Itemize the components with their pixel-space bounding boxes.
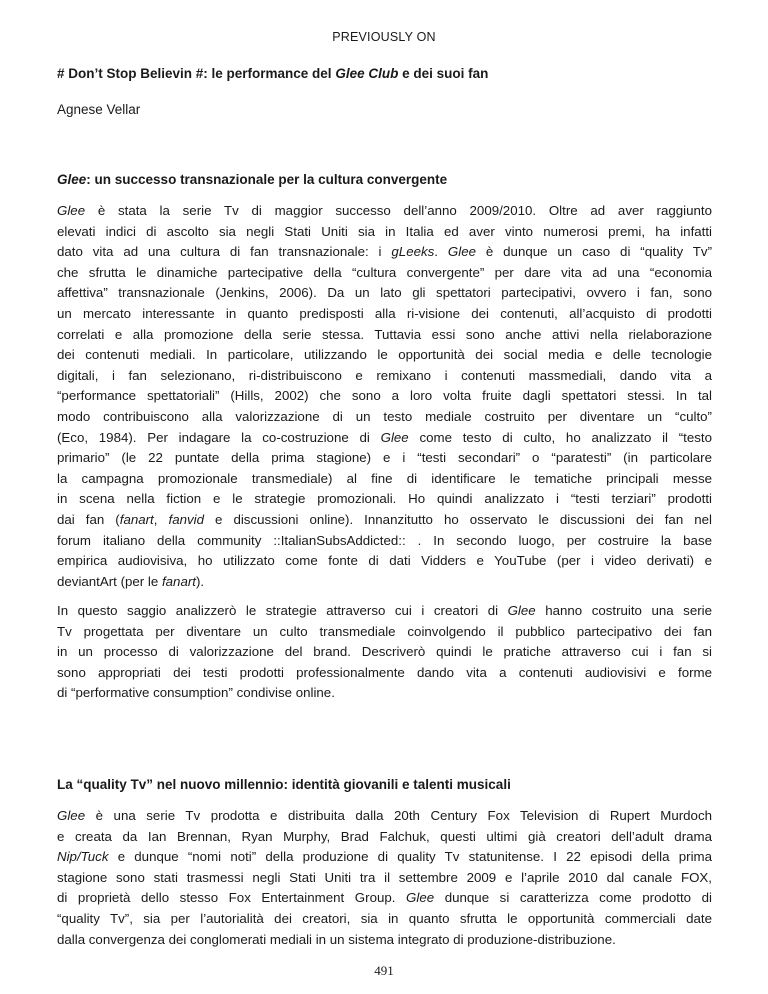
text-line [57, 201, 712, 222]
text-run: affettiva” transnazionale (Jenkins, 2006). Da un lato gli spettatori partecipativi, ovvero i fan, sono [57, 285, 712, 301]
text-line [57, 572, 712, 593]
text-run: è una serie Tv prodotta e distribuita dalla 20th Century Fox Television di Rupert Murdoch [85, 808, 712, 823]
italic-text: Glee [380, 429, 409, 445]
text-run: un mercato interessante in quanto predisposti alla ri-visione dei contenuti, all’acquisto di prodotti [57, 305, 712, 321]
text-run: sono appropriati dei testi prodotti professionalmente dando vita a contenuti audiovisivi e forme [57, 664, 712, 680]
text-line [57, 930, 712, 951]
text-run: di “performative consumption” condivise online. [57, 685, 335, 701]
italic-text: Glee [57, 203, 86, 218]
text-run: “performance spettatoriali” (Hills, 2002) che sono a loro volta fruite dagli spettatori stessi. In tal [57, 388, 712, 404]
italic-text: fanvid [168, 511, 204, 527]
text-line [57, 663, 712, 684]
text-run: forum italiano della community ::ItalianSubsAddicted:: . In secondo luogo, per costruire la base [57, 532, 712, 548]
text-run: e dunque “nomi noti” della produzione di quality Tv statunitense. I 22 episodi della prima [108, 849, 712, 865]
text-run: di proprietà dello stesso Fox Entertainment Group. [57, 890, 407, 906]
text-line [57, 366, 712, 387]
text-run: in un processo di valorizzazione del brand. Descriverò quindi le pratiche attraverso cui i fan si [57, 644, 712, 660]
text-run: stagione sono stati trasmessi negli Stati Uniti tra il settembre 2009 e l’aprile 2010 dal canale FOX, [57, 869, 712, 885]
text-run: e creata da Ian Brennan, Ryan Murphy, Brad Falchuk, questi ultimi già creatori dell’adult drama [57, 828, 712, 844]
text-run: , [153, 511, 169, 527]
running-header: PREVIOUSLY ON [332, 30, 436, 44]
author-name: Agnese Vellar [57, 102, 141, 117]
text-line [57, 622, 712, 643]
page-number: 491 [374, 963, 394, 978]
text-run: la campagna promozionale transmediale) al fine di identificare le tematiche principali messe [57, 470, 712, 486]
italic-text: fanart [119, 511, 154, 527]
paragraph [57, 201, 712, 592]
text-line [57, 386, 712, 407]
italic-text: Nip/Tuck [57, 849, 109, 865]
text-line [57, 888, 712, 909]
text-run: correlati e alla promozione della serie stessa. Tuttavia essi sono anche attivi nella rielaborazione [57, 326, 712, 342]
text-line [57, 428, 712, 449]
text-line [57, 263, 712, 284]
text-line [57, 683, 712, 704]
italic-text: Glee [507, 603, 536, 618]
text-line [57, 448, 712, 469]
text-run: elevati indici di ascolto sia negli Stati Uniti sia in Italia ed aver vinto numerosi premi, ha infatti [57, 223, 712, 239]
text-line [57, 222, 712, 243]
text-run: deviantArt (per le [57, 573, 162, 589]
text-run: hanno costruito una serie [535, 603, 712, 618]
italic-text: Glee [57, 808, 86, 823]
text-line [57, 345, 712, 366]
italic-text: gLeeks [391, 244, 435, 260]
text-line [57, 551, 712, 572]
text-run: primario” (le 22 puntate della prima stagione) e i “testi secondari” o “paratesti” (in particolare [57, 450, 712, 466]
text-run: dunque si caratterizza come prodotto di [434, 890, 712, 906]
text-line [57, 868, 712, 889]
italic-text: Glee [406, 890, 435, 906]
text-line [57, 806, 712, 827]
italic-text: fanart [161, 573, 196, 589]
text-run: empirica audiovisiva, ho utilizzato come fonte di dati Vidders e YouTube (per i video derivati) e [57, 553, 712, 569]
text-line [57, 642, 712, 663]
text-run: digitali, i fan selezionano, ri-distribuiscono e remixano i contenuti massmediali, dando vita a [57, 367, 712, 383]
text-run: dai fan ( [57, 511, 120, 527]
section-heading-2: La “quality Tv” nel nuovo millennio: identità giovanili e talenti musicali [57, 777, 511, 792]
text-run: come testo di culto, ho analizzato il “testo [408, 429, 713, 445]
text-line [57, 601, 712, 622]
text-run: dato vita ad una cultura di fan transnazionale: i [57, 244, 392, 260]
text-line [57, 469, 712, 490]
text-line [57, 531, 712, 552]
text-line [57, 304, 712, 325]
section-heading-1 [57, 172, 717, 187]
text-run: (Eco, 1984). Per indagare la co-costruzione di [57, 429, 381, 445]
paragraph [57, 806, 712, 950]
title-italic: Glee Club [335, 66, 399, 81]
text-run: “quality Tv”, sia per l’autorialità dei creatori, sia in quanto sfrutta le opportunità commerciali date [57, 910, 712, 926]
text-run: che sfrutta le dinamiche partecipative della “cultura convergente” per dare vita ad una “economia [57, 264, 712, 280]
text-run: è stata la serie Tv di maggior successo dell’anno 2009/2010. Oltre ad aver raggiunto [85, 203, 712, 218]
title-prefix: # Don’t Stop Believin #: le performance del [57, 66, 336, 81]
paragraph [57, 601, 712, 704]
text-line [57, 909, 712, 930]
text-run: e discussioni online). Innanzitutto ho osservato le discussioni dei fan nel [203, 511, 713, 527]
text-run: dei contenuti mediali. In particolare, utilizzando le opportunità dei social media e delle tecnologie [57, 347, 712, 363]
article-title [57, 66, 717, 81]
section-heading-1-rest: : un successo transnazionale per la cultura convergente [86, 172, 448, 187]
text-line [57, 283, 712, 304]
text-line [57, 242, 712, 263]
text-run: In questo saggio analizzerò le strategie attraverso cui i creatori di [57, 603, 508, 618]
text-run: ). [195, 573, 205, 589]
text-run: modo contribuiscono alla valorizzazione di un testo mediale costruito per diventare un “culto” [57, 408, 712, 424]
title-suffix: e dei suoi fan [398, 66, 489, 81]
text-line [57, 827, 712, 848]
text-run: . [434, 244, 448, 260]
text-run: è dunque un caso di “quality Tv” [475, 244, 712, 260]
text-line [57, 489, 712, 510]
section-heading-1-italic: Glee [57, 172, 87, 187]
text-run: dalla convergenza dei conglomerati mediali in un sistema integrato di produzione-distribuzione. [57, 931, 616, 947]
text-line [57, 510, 712, 531]
text-run: Tv progettata per diventare un culto transmediale coinvolgendo il pubblico partecipativo dei fan [57, 623, 712, 639]
text-line [57, 847, 712, 868]
text-run: in scena nella fiction e le strategie promozionali. Ho quindi analizzato i “testi terziari” prodotti [57, 491, 712, 507]
text-line [57, 325, 712, 346]
italic-text: Glee [447, 244, 476, 260]
text-line [57, 407, 712, 428]
